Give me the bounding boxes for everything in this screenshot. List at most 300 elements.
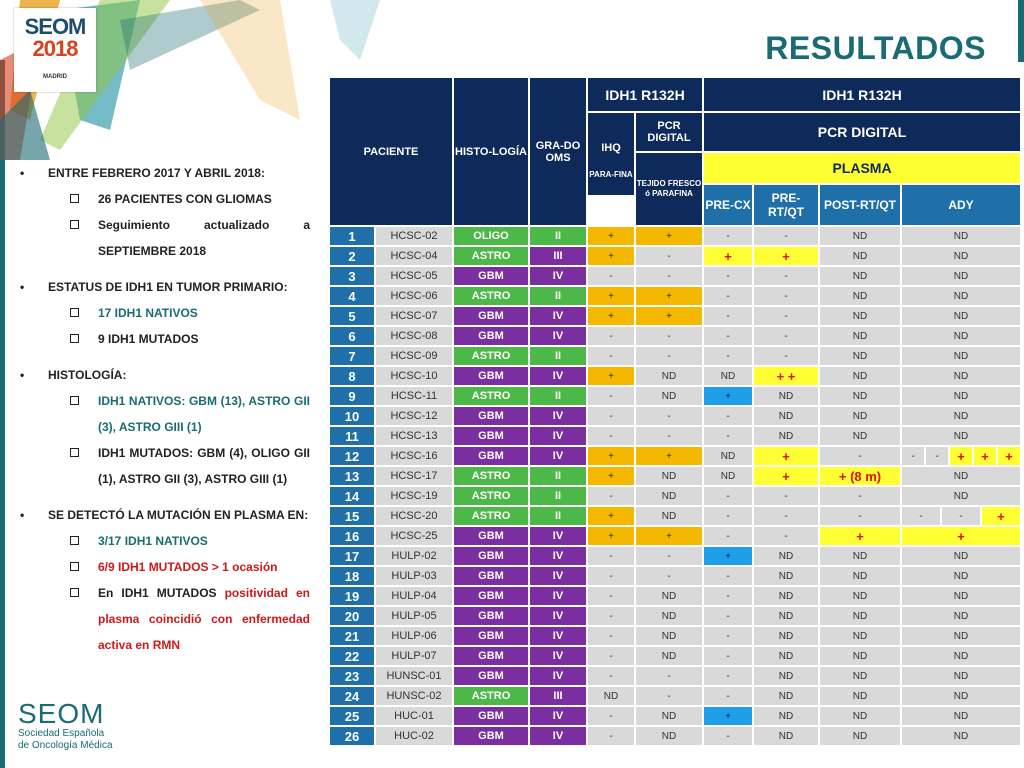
patient-code: HUNSC-02 — [376, 687, 452, 705]
patient-code: HCSC-17 — [376, 467, 452, 485]
pre-rt-qt-cell: + + — [754, 367, 818, 385]
logo-line2: 2018 — [32, 36, 78, 61]
pre-cx-cell: - — [704, 727, 752, 745]
grade-cell: II — [530, 287, 586, 305]
header-plasma: PLASMA — [704, 153, 1020, 183]
patient-code: HCSC-25 — [376, 527, 452, 545]
table-row — [330, 527, 1020, 545]
post-rt-qt-cell: ND — [820, 707, 900, 725]
ihq-cell: + — [588, 307, 634, 325]
post-rt-qt-cell: ND — [820, 547, 900, 565]
patient-code: HCSC-19 — [376, 487, 452, 505]
ady-cell: ND — [902, 267, 1020, 285]
pre-rt-qt-cell: - — [754, 347, 818, 365]
table-row — [330, 547, 1020, 565]
row-number: 26 — [330, 727, 374, 745]
histology-cell: ASTRO — [454, 287, 528, 305]
pre-cx-cell: - — [704, 427, 752, 445]
pre-rt-qt-cell: - — [754, 227, 818, 245]
sub-bullet: Seguimiento actualizado a SEPTIEMBRE 2018 — [10, 212, 310, 264]
ady-cell: ND — [902, 627, 1020, 645]
ihq-cell: + — [588, 287, 634, 305]
patient-code: HCSC-09 — [376, 347, 452, 365]
row-number: 7 — [330, 347, 374, 365]
pcr-cell: - — [636, 247, 702, 265]
ady-cell: ND — [902, 647, 1020, 665]
ady-subcell: + — [974, 447, 996, 465]
pre-cx-cell: - — [704, 267, 752, 285]
header-grado: GRA-DO OMS — [530, 78, 586, 225]
row-number: 13 — [330, 467, 374, 485]
row-number: 22 — [330, 647, 374, 665]
table-row — [330, 707, 1020, 725]
table-row — [330, 407, 1020, 425]
grade-cell: III — [530, 687, 586, 705]
post-rt-qt-cell: ND — [820, 687, 900, 705]
ihq-cell: - — [588, 707, 634, 725]
ady-cell: ND — [902, 287, 1020, 305]
table-row — [330, 367, 1020, 385]
pcr-cell: ND — [636, 647, 702, 665]
ady-cell: ND — [902, 607, 1020, 625]
patient-code: HCSC-12 — [376, 407, 452, 425]
row-number: 10 — [330, 407, 374, 425]
header-pre-rt-qt: PRE-RT/QT — [754, 185, 818, 225]
ihq-cell: - — [588, 427, 634, 445]
bullet-4: • SE DETECTÓ LA MUTACIÓN EN PLASMA EN: — [10, 502, 310, 528]
pre-cx-cell: - — [704, 627, 752, 645]
pre-cx-cell: - — [704, 407, 752, 425]
patient-code: HULP-06 — [376, 627, 452, 645]
histology-cell: GBM — [454, 547, 528, 565]
table-row — [330, 327, 1020, 345]
post-rt-qt-cell: - — [820, 447, 900, 465]
pre-cx-cell: ND — [704, 447, 752, 465]
ihq-cell: + — [588, 507, 634, 525]
grade-cell: IV — [530, 427, 586, 445]
grade-cell: IV — [530, 307, 586, 325]
ihq-cell: - — [588, 667, 634, 685]
pre-cx-cell: + — [704, 547, 752, 565]
sub-bullet: 3/17 IDH1 NATIVOS — [10, 528, 310, 554]
pcr-cell: ND — [636, 387, 702, 405]
pre-cx-cell: - — [704, 667, 752, 685]
right-accent-bar — [1018, 0, 1024, 62]
seom-footer-logo: SEOM Sociedad Española de Oncología Médica — [18, 698, 113, 751]
grade-cell: II — [530, 467, 586, 485]
ady-cell: ND — [902, 347, 1020, 365]
post-rt-qt-cell: ND — [820, 727, 900, 745]
ady-subcell: - — [902, 507, 940, 525]
pre-rt-qt-cell: - — [754, 327, 818, 345]
pre-rt-qt-cell: ND — [754, 567, 818, 585]
pre-rt-qt-cell: ND — [754, 687, 818, 705]
bullet-1: • ENTRE FEBRERO 2017 Y ABRIL 2018: — [10, 160, 310, 186]
table-row — [330, 427, 1020, 445]
row-number: 1 — [330, 227, 374, 245]
histology-cell: GBM — [454, 327, 528, 345]
row-number: 16 — [330, 527, 374, 545]
pre-rt-qt-cell: ND — [754, 587, 818, 605]
pre-rt-qt-cell: - — [754, 507, 818, 525]
sub-bullet: IDH1 NATIVOS: GBM (13), ASTRO GII (3), ASTRO GIII (1) — [10, 388, 310, 440]
pcr-cell: ND — [636, 367, 702, 385]
sub-bullet: 17 IDH1 NATIVOS — [10, 300, 310, 326]
post-rt-qt-cell: ND — [820, 327, 900, 345]
pcr-cell: - — [636, 567, 702, 585]
ihq-cell: - — [588, 627, 634, 645]
histology-cell: OLIGO — [454, 227, 528, 245]
row-number: 4 — [330, 287, 374, 305]
pre-rt-qt-cell: + — [754, 247, 818, 265]
row-number: 21 — [330, 627, 374, 645]
ihq-cell: - — [588, 487, 634, 505]
grade-cell: IV — [530, 547, 586, 565]
ihq-cell: - — [588, 547, 634, 565]
row-number: 23 — [330, 667, 374, 685]
header-pcr-digital: PCR DIGITAL — [704, 113, 1020, 151]
patient-code: HCSC-02 — [376, 227, 452, 245]
histology-cell: GBM — [454, 527, 528, 545]
table-row — [330, 387, 1020, 405]
histology-cell: GBM — [454, 647, 528, 665]
pre-rt-qt-cell: - — [754, 487, 818, 505]
post-rt-qt-cell: ND — [820, 387, 900, 405]
pcr-cell: - — [636, 407, 702, 425]
pre-cx-cell: ND — [704, 467, 752, 485]
sub-bullet: 6/9 IDH1 MUTADOS > 1 ocasión — [10, 554, 310, 580]
pre-rt-qt-cell: ND — [754, 727, 818, 745]
ihq-cell: - — [588, 727, 634, 745]
ady-cell: ND — [902, 427, 1020, 445]
histology-cell: ASTRO — [454, 507, 528, 525]
grade-cell: IV — [530, 667, 586, 685]
pcr-cell: - — [636, 427, 702, 445]
ady-cell: ND — [902, 307, 1020, 325]
page-title: RESULTADOS — [765, 30, 986, 66]
post-rt-qt-cell: ND — [820, 567, 900, 585]
ihq-cell: ND — [588, 687, 634, 705]
grade-cell: II — [530, 387, 586, 405]
row-number: 14 — [330, 487, 374, 505]
grade-cell: II — [530, 227, 586, 245]
pre-rt-qt-cell: - — [754, 527, 818, 545]
patient-code: HCSC-20 — [376, 507, 452, 525]
header-pcr: PCR DIGITAL — [636, 113, 702, 151]
ady-cell: ND — [902, 587, 1020, 605]
pre-rt-qt-cell: ND — [754, 427, 818, 445]
histology-cell: GBM — [454, 727, 528, 745]
patient-code: HCSC-10 — [376, 367, 452, 385]
table-row — [330, 467, 1020, 485]
histology-cell: ASTRO — [454, 347, 528, 365]
pcr-cell: + — [636, 307, 702, 325]
ihq-cell: + — [588, 447, 634, 465]
row-number: 15 — [330, 507, 374, 525]
pcr-cell: - — [636, 547, 702, 565]
logo-line3: MADRID — [43, 74, 67, 80]
post-rt-qt-cell: ND — [820, 367, 900, 385]
table-row — [330, 727, 1020, 745]
histology-cell: GBM — [454, 267, 528, 285]
pre-rt-qt-cell: ND — [754, 627, 818, 645]
pre-rt-qt-cell: ND — [754, 647, 818, 665]
post-rt-qt-cell: ND — [820, 647, 900, 665]
table-row — [330, 567, 1020, 585]
ihq-cell: - — [588, 387, 634, 405]
table-row — [330, 287, 1020, 305]
grade-cell: II — [530, 507, 586, 525]
row-number: 9 — [330, 387, 374, 405]
pcr-cell: + — [636, 287, 702, 305]
post-rt-qt-cell: ND — [820, 247, 900, 265]
patient-code: HULP-04 — [376, 587, 452, 605]
row-number: 6 — [330, 327, 374, 345]
pre-cx-cell: + — [704, 707, 752, 725]
ady-cell: ND — [902, 567, 1020, 585]
post-rt-qt-cell: ND — [820, 427, 900, 445]
grade-cell: III — [530, 247, 586, 265]
ady-subcell: + — [950, 447, 972, 465]
pcr-cell: + — [636, 527, 702, 545]
grade-cell: IV — [530, 527, 586, 545]
row-number: 2 — [330, 247, 374, 265]
post-rt-qt-cell: ND — [820, 667, 900, 685]
pcr-cell: - — [636, 347, 702, 365]
histology-cell: GBM — [454, 607, 528, 625]
ady-cell: ND — [902, 387, 1020, 405]
ady-subcell: + — [998, 447, 1020, 465]
pcr-cell: ND — [636, 487, 702, 505]
pcr-cell: ND — [636, 707, 702, 725]
table-row — [330, 267, 1020, 285]
pre-rt-qt-cell: ND — [754, 607, 818, 625]
pre-cx-cell: - — [704, 327, 752, 345]
pre-rt-qt-cell: ND — [754, 387, 818, 405]
histology-cell: GBM — [454, 707, 528, 725]
pre-cx-cell: - — [704, 507, 752, 525]
table-body — [330, 227, 1020, 745]
pre-cx-cell: - — [704, 607, 752, 625]
pre-rt-qt-cell: - — [754, 267, 818, 285]
patient-code: HCSC-16 — [376, 447, 452, 465]
post-rt-qt-cell: ND — [820, 407, 900, 425]
pre-rt-qt-cell: + — [754, 447, 818, 465]
histology-cell: GBM — [454, 427, 528, 445]
header-ady: ADY — [902, 185, 1020, 225]
table-row — [330, 607, 1020, 625]
pre-rt-qt-cell: - — [754, 307, 818, 325]
table-row — [330, 627, 1020, 645]
pcr-cell: ND — [636, 467, 702, 485]
pre-cx-cell: - — [704, 347, 752, 365]
header-idh1-plasma: IDH1 R132H — [704, 78, 1020, 111]
patient-code: HCSC-04 — [376, 247, 452, 265]
histology-cell: ASTRO — [454, 247, 528, 265]
grade-cell: IV — [530, 407, 586, 425]
pcr-cell: ND — [636, 587, 702, 605]
histology-cell: ASTRO — [454, 487, 528, 505]
ady-cell: ND — [902, 247, 1020, 265]
patient-code: HUNSC-01 — [376, 667, 452, 685]
ady-cell: ND — [902, 687, 1020, 705]
pre-cx-cell: - — [704, 687, 752, 705]
pre-cx-cell: - — [704, 647, 752, 665]
table-row — [330, 487, 1020, 505]
row-number: 19 — [330, 587, 374, 605]
histology-cell: ASTRO — [454, 387, 528, 405]
pre-cx-cell: + — [704, 247, 752, 265]
patient-code: HCSC-11 — [376, 387, 452, 405]
post-rt-qt-cell: ND — [820, 347, 900, 365]
bullet-2: • ESTATUS DE IDH1 EN TUMOR PRIMARIO: — [10, 274, 310, 300]
ihq-cell: - — [588, 587, 634, 605]
pre-cx-cell: - — [704, 487, 752, 505]
pre-cx-cell: - — [704, 227, 752, 245]
ady-cell — [902, 507, 1020, 525]
pre-cx-cell: - — [704, 567, 752, 585]
patient-code: HULP-03 — [376, 567, 452, 585]
histology-cell: GBM — [454, 587, 528, 605]
post-rt-qt-cell: ND — [820, 287, 900, 305]
grade-cell: IV — [530, 647, 586, 665]
ihq-cell: - — [588, 647, 634, 665]
bullet-list — [10, 160, 310, 658]
patient-code: HULP-07 — [376, 647, 452, 665]
patient-code: HCSC-08 — [376, 327, 452, 345]
pcr-cell: - — [636, 267, 702, 285]
bullet-3: • HISTOLOGÍA: — [10, 362, 310, 388]
grade-cell: IV — [530, 367, 586, 385]
patient-code: HULP-05 — [376, 607, 452, 625]
row-number: 11 — [330, 427, 374, 445]
header-tejido: TEJIDO FRESCO ó PARAFINA — [636, 153, 702, 225]
sub-bullet: En IDH1 MUTADOS positividad en plasma coincidió con enfermedad activa en RMN — [10, 580, 310, 658]
patient-code: HULP-02 — [376, 547, 452, 565]
ihq-cell: + — [588, 227, 634, 245]
ady-cell: + — [902, 527, 1020, 545]
row-number: 25 — [330, 707, 374, 725]
ady-cell: ND — [902, 467, 1020, 485]
row-number: 8 — [330, 367, 374, 385]
pre-cx-cell: - — [704, 287, 752, 305]
ihq-cell: + — [588, 247, 634, 265]
table-row — [330, 307, 1020, 325]
pcr-cell: - — [636, 687, 702, 705]
header-ihq: IHQ — [588, 113, 634, 183]
grade-cell: II — [530, 487, 586, 505]
ihq-cell: - — [588, 327, 634, 345]
ady-cell: ND — [902, 547, 1020, 565]
ady-cell — [902, 447, 1020, 465]
pcr-cell: + — [636, 447, 702, 465]
pre-cx-cell: - — [704, 587, 752, 605]
header-post-rt-qt: POST-RT/QT — [820, 185, 900, 225]
ihq-cell: + — [588, 467, 634, 485]
row-number: 3 — [330, 267, 374, 285]
ady-subcell: + — [982, 507, 1020, 525]
histology-cell: GBM — [454, 627, 528, 645]
grade-cell: II — [530, 347, 586, 365]
row-number: 5 — [330, 307, 374, 325]
results-table — [328, 76, 1022, 747]
post-rt-qt-cell: ND — [820, 627, 900, 645]
patient-code: HCSC-06 — [376, 287, 452, 305]
ihq-cell: + — [588, 527, 634, 545]
ady-subcell: - — [902, 447, 924, 465]
table-row — [330, 667, 1020, 685]
histology-cell: GBM — [454, 667, 528, 685]
row-number: 24 — [330, 687, 374, 705]
table-row — [330, 507, 1020, 525]
ihq-cell: - — [588, 267, 634, 285]
patient-code: HCSC-07 — [376, 307, 452, 325]
ady-subcell: - — [926, 447, 948, 465]
post-rt-qt-cell: + (8 m) — [820, 467, 900, 485]
pre-rt-qt-cell: ND — [754, 407, 818, 425]
table-row — [330, 347, 1020, 365]
ady-cell: ND — [902, 487, 1020, 505]
sub-bullet: 9 IDH1 MUTADOS — [10, 326, 310, 352]
ady-subcell: - — [942, 507, 980, 525]
sub-bullet: 26 PACIENTES CON GLIOMAS — [10, 186, 310, 212]
table-row — [330, 227, 1020, 245]
pcr-cell: ND — [636, 507, 702, 525]
grade-cell: IV — [530, 447, 586, 465]
pre-rt-qt-cell: ND — [754, 707, 818, 725]
ihq-cell: - — [588, 347, 634, 365]
pre-rt-qt-cell: ND — [754, 667, 818, 685]
row-number: 17 — [330, 547, 374, 565]
row-number: 20 — [330, 607, 374, 625]
logo-line1: SEOM — [24, 14, 86, 39]
patient-code: HCSC-13 — [376, 427, 452, 445]
patient-code: HCSC-05 — [376, 267, 452, 285]
table-row — [330, 647, 1020, 665]
histology-cell: GBM — [454, 307, 528, 325]
row-number: 12 — [330, 447, 374, 465]
post-rt-qt-cell: + — [820, 527, 900, 545]
pre-rt-qt-cell: + — [754, 467, 818, 485]
table-row — [330, 247, 1020, 265]
sub-bullet: IDH1 MUTADOS: GBM (4), OLIGO GII (1), ASTRO GII (3), ASTRO GIII (1) — [10, 440, 310, 492]
pcr-cell: ND — [636, 627, 702, 645]
ihq-cell: + — [588, 367, 634, 385]
histology-cell: GBM — [454, 367, 528, 385]
grade-cell: IV — [530, 727, 586, 745]
grade-cell: IV — [530, 627, 586, 645]
pre-cx-cell: - — [704, 527, 752, 545]
header-parafina: PARA-FINA — [588, 155, 634, 195]
row-number: 18 — [330, 567, 374, 585]
pre-rt-qt-cell: ND — [754, 547, 818, 565]
pre-cx-cell: - — [704, 307, 752, 325]
post-rt-qt-cell: ND — [820, 267, 900, 285]
pre-rt-qt-cell: - — [754, 287, 818, 305]
ady-cell: ND — [902, 727, 1020, 745]
ady-cell: ND — [902, 407, 1020, 425]
ady-cell: ND — [902, 367, 1020, 385]
pre-cx-cell: + — [704, 387, 752, 405]
grade-cell: IV — [530, 327, 586, 345]
post-rt-qt-cell: ND — [820, 227, 900, 245]
header-paciente: PACIENTE — [330, 78, 452, 225]
ady-cell: ND — [902, 667, 1020, 685]
post-rt-qt-cell: - — [820, 507, 900, 525]
table-row — [330, 447, 1020, 465]
histology-cell: ASTRO — [454, 687, 528, 705]
ady-cell: ND — [902, 227, 1020, 245]
